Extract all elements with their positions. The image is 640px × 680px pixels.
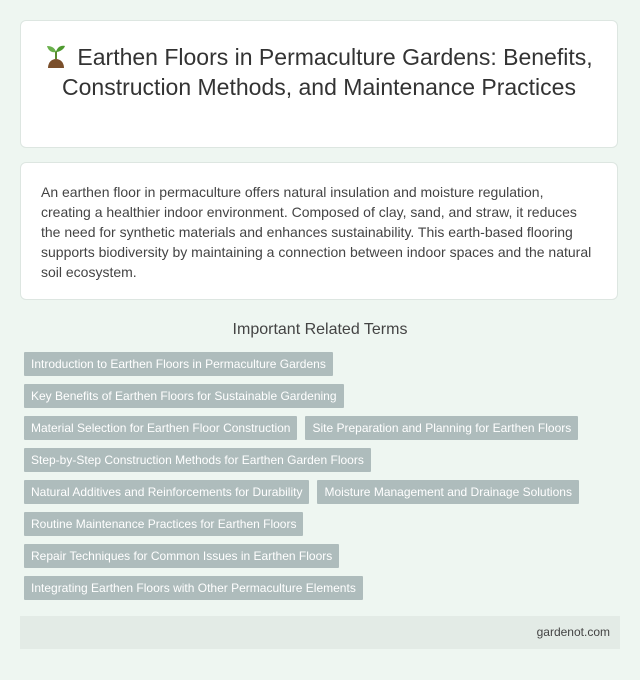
- related-term-tag[interactable]: Material Selection for Earthen Floor Construction: [24, 416, 297, 440]
- title-card: [20, 20, 618, 148]
- tag-row: [20, 576, 620, 600]
- related-term-tag[interactable]: Introduction to Earthen Floors in Permaculture Gardens: [24, 352, 333, 376]
- footer-bar: [20, 616, 620, 649]
- related-terms-heading: Important Related Terms: [232, 321, 408, 338]
- intro-card: [20, 162, 618, 300]
- tag-row: [20, 448, 620, 472]
- page-title: Earthen Floors in Permaculture Gardens: Benefits, Construction Methods, and Maintenance Practices: [62, 44, 593, 100]
- intro-paragraph: An earthen floor in permaculture offers natural insulation and moisture regulation, creating a healthier indoor environment. Composed of clay, sand, and straw, it reduces the need for synthetic materials and enhances sustainability. This earth-based flooring supports biodiversity by maintaining a connection between indoor spaces and the natural soil ecosystem.: [41, 184, 592, 280]
- related-term-tag[interactable]: Site Preparation and Planning for Earthen Floors: [305, 416, 578, 440]
- tag-row: [20, 544, 620, 568]
- related-term-tag[interactable]: Integrating Earthen Floors with Other Permaculture Elements: [24, 576, 363, 600]
- site-name[interactable]: gardenot.com: [536, 625, 610, 639]
- related-term-tag[interactable]: Repair Techniques for Common Issues in Earthen Floors: [24, 544, 339, 568]
- seedling-icon: [45, 44, 67, 68]
- tag-row: [20, 480, 620, 504]
- related-term-tag[interactable]: Moisture Management and Drainage Solutions: [317, 480, 578, 504]
- tag-row: [20, 512, 620, 536]
- related-term-tag[interactable]: Key Benefits of Earthen Floors for Sustainable Gardening: [24, 384, 344, 408]
- related-terms-list: [20, 352, 620, 608]
- tag-row: [20, 416, 620, 440]
- page-title-block: [21, 43, 617, 102]
- related-term-tag[interactable]: Step-by-Step Construction Methods for Earthen Garden Floors: [24, 448, 371, 472]
- related-term-tag[interactable]: Natural Additives and Reinforcements for Durability: [24, 480, 309, 504]
- tag-row: [20, 384, 620, 408]
- related-term-tag[interactable]: Routine Maintenance Practices for Earthen Floors: [24, 512, 303, 536]
- tag-row: [20, 352, 620, 376]
